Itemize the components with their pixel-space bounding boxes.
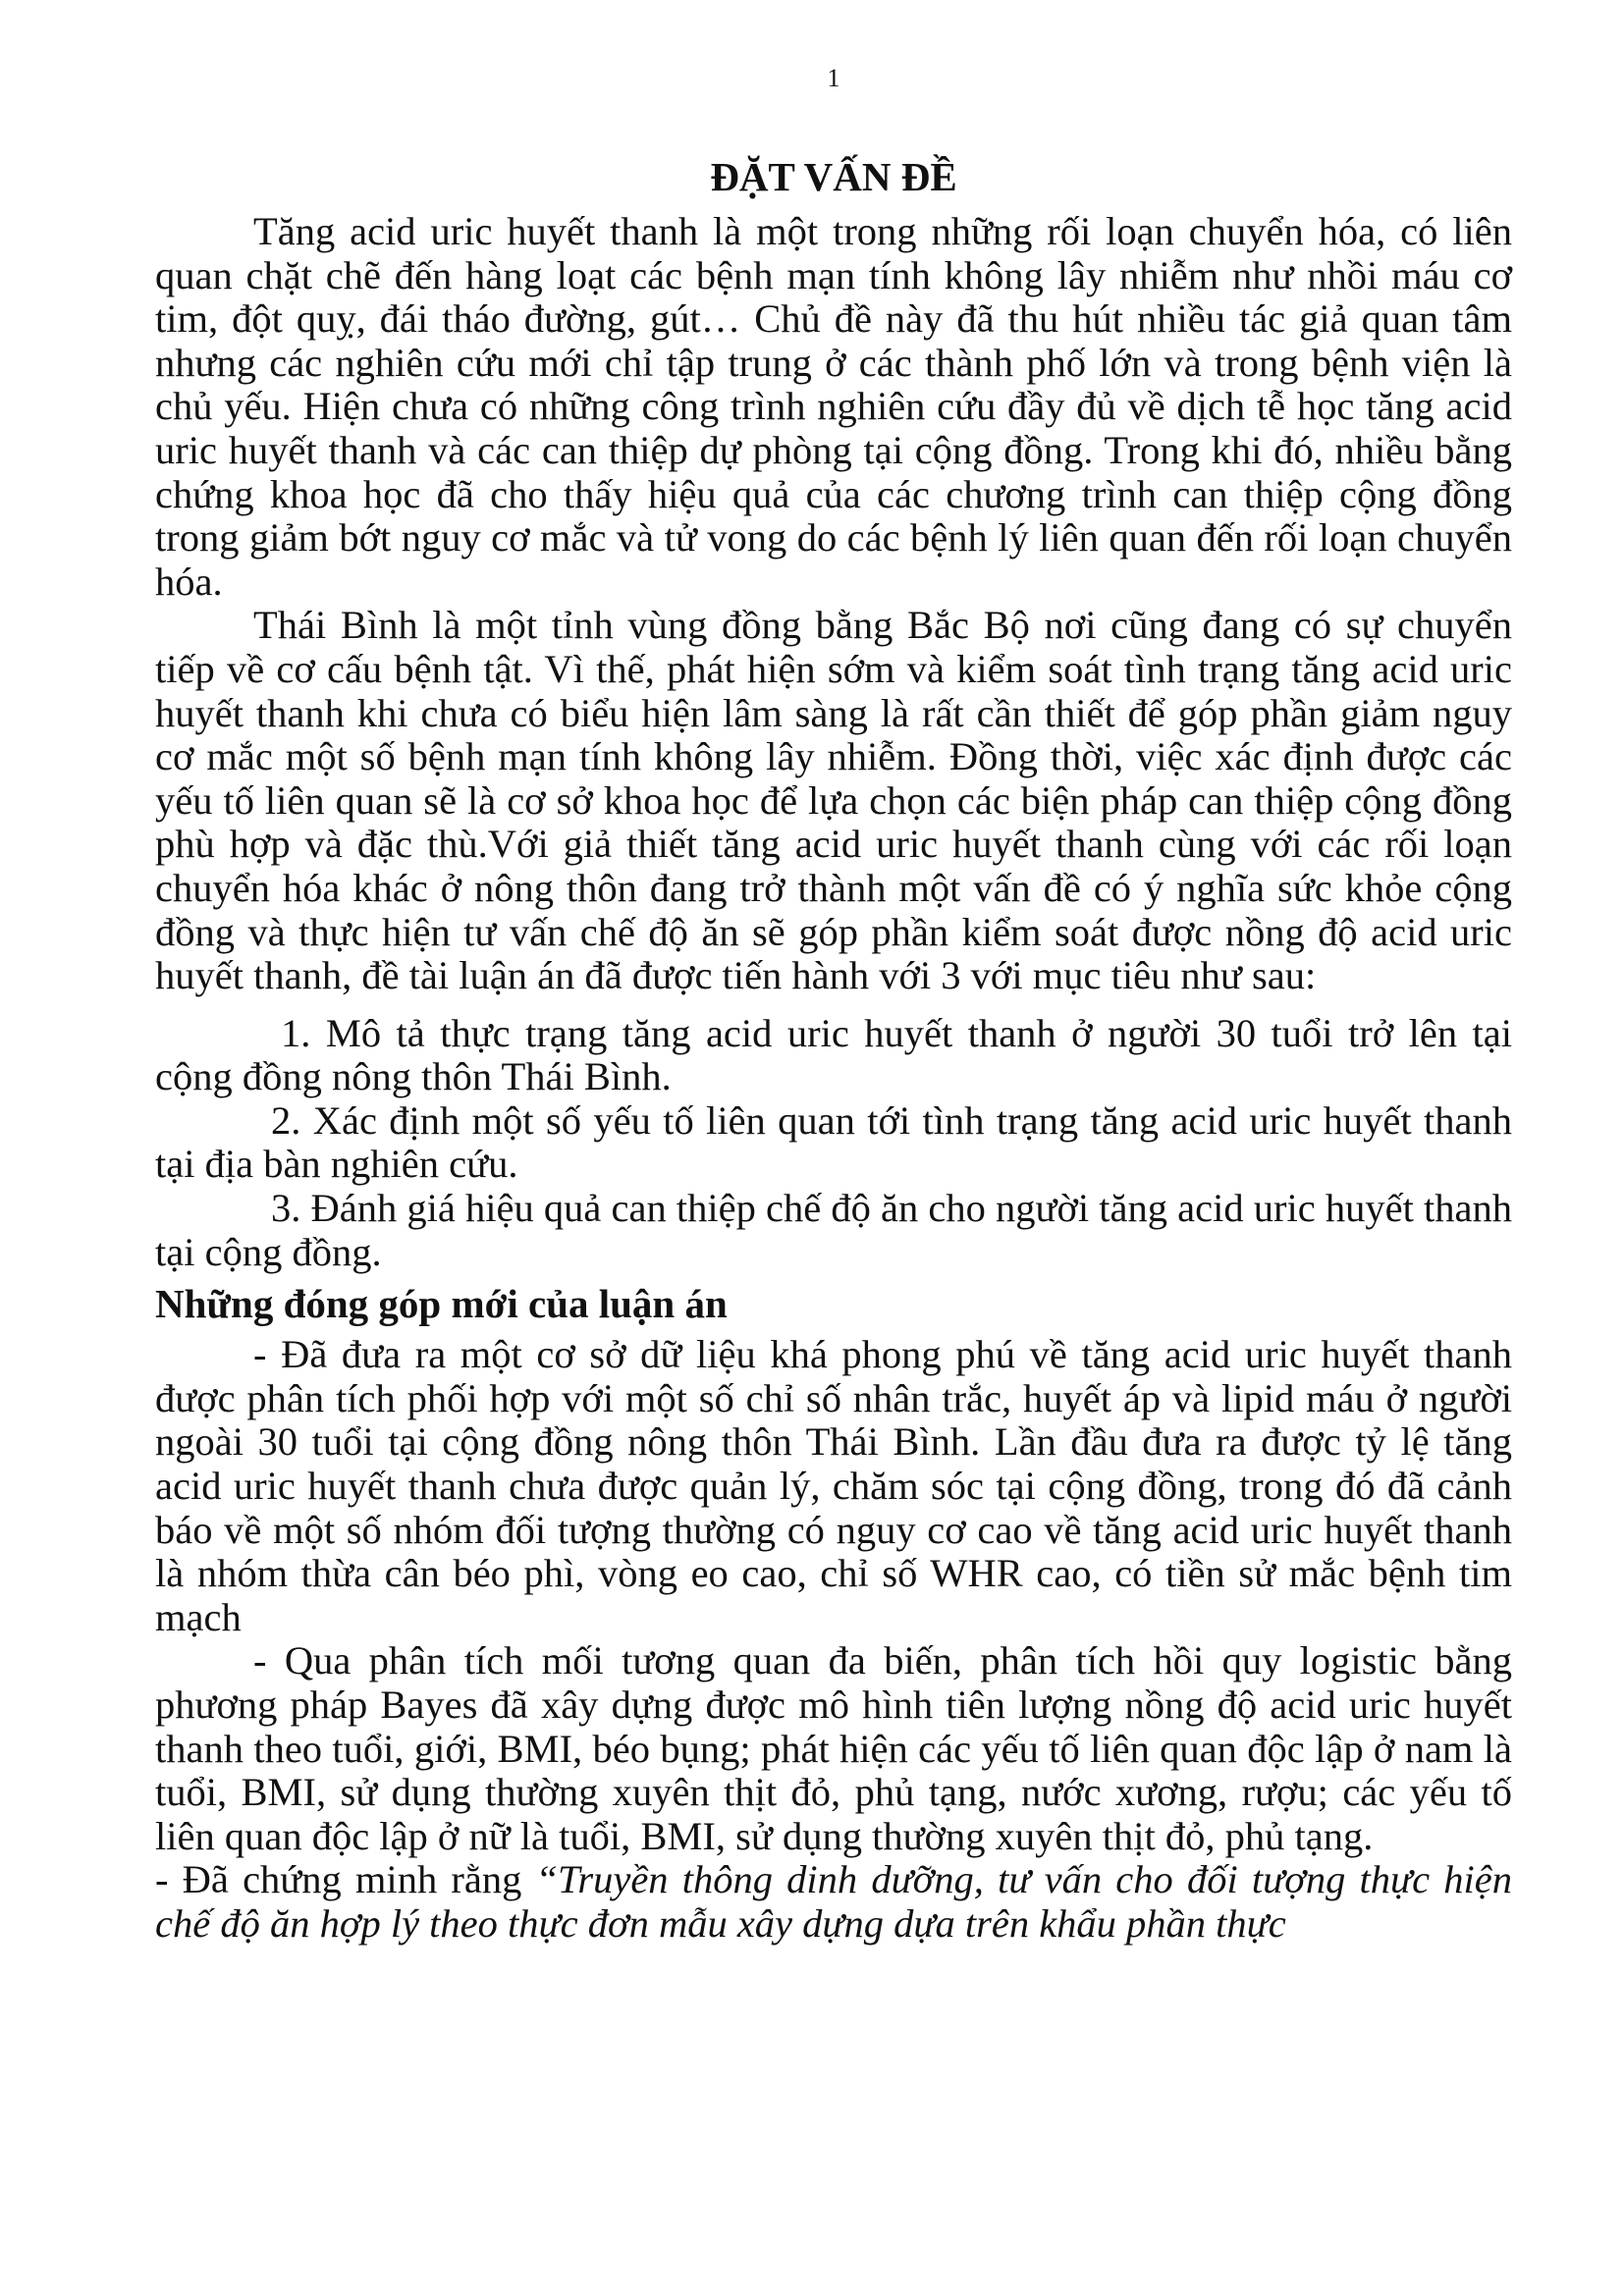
objective-item-3: 3. Đánh giá hiệu quả can thiệp chế độ ăn cho người tăng acid uric huyết thanh tại cộng đồng. (155, 1186, 1512, 1274)
contribution-paragraph-1: - Đã đưa ra một cơ sở dữ liệu khá phong phú về tăng acid uric huyết thanh được phân tích phối hợp với một số chỉ số nhân trắc, huyết áp và lipid máu ở người ngoài 30 tuổi tại cộng đồng nông thôn Thái Bình. Lần đầu đưa ra được tỷ lệ tăng acid uric huyết thanh chưa được quản lý, chăm sóc tại cộng đồng, trong đó đã cảnh báo về một số nhóm đối tượng thường có nguy cơ cao về tăng acid uric huyết thanh là nhóm thừa cân béo phì, vòng eo cao, chỉ số WHR cao, có tiền sử mắc bệnh tim mạch (155, 1332, 1512, 1639)
intro-paragraph-1: Tăng acid uric huyết thanh là một trong những rối loạn chuyển hóa, có liên quan chặt chẽ đến hàng loạt các bệnh mạn tính không lây nhiễm như nhồi máu cơ tim, đột quỵ, đái tháo đường, gút… Chủ đề này đã thu hút nhiều tác giả quan tâm nhưng các nghiên cứu mới chỉ tập trung ở các thành phố lớn và trong bệnh viện là chủ yếu. Hiện chưa có những công trình nghiên cứu đầy đủ về dịch tễ học tăng acid uric huyết thanh và các can thiệp dự phòng tại cộng đồng. Trong khi đó, nhiều bằng chứng khoa học đã cho thấy hiệu quả của các chương trình can thiệp cộng đồng trong giảm bớt nguy cơ mắc và tử vong do các bệnh lý liên quan đến rối loạn chuyển hóa. (155, 209, 1512, 604)
contribution-3-quote: “Truyền thông dinh dưỡng, tư vấn cho đối tượng thực hiện chế độ ăn hợp lý theo thực đơn mẫu xây dựng dựa trên khẩu phần thực (155, 1857, 1512, 1946)
objective-item-1: 1. Mô tả thực trạng tăng acid uric huyết thanh ở người 30 tuổi trở lên tại cộng đồng nông thôn Thái Bình. (155, 1010, 1512, 1099)
contributions-heading: Những đóng góp mới của luận án (155, 1281, 728, 1327)
contribution-paragraph-3 (155, 1858, 1512, 1946)
page-title: ĐẶT VẤN ĐỀ (710, 154, 957, 199)
contribution-paragraph-2: - Qua phân tích mối tương quan đa biến, phân tích hồi quy logistic bằng phương pháp Bayes đã xây dựng được mô hình tiên lượng nồng độ acid uric huyết thanh theo tuổi, giới, BMI, béo bụng; phát hiện các yếu tố liên quan độc lập ở nam là tuổi, BMI, sử dụng thường xuyên thịt đỏ, phủ tạng, nước xương, rượu; các yếu tố liên quan độc lập ở nữ là tuổi, BMI, sử dụng thường xuyên thịt đỏ, phủ tạng. (155, 1638, 1512, 1858)
document-page (155, 59, 1512, 1947)
page-number: 1 (827, 64, 840, 92)
objective-item-2: 2. Xác định một số yếu tố liên quan tới tình trạng tăng acid uric huyết thanh tại địa bàn nghiên cứu. (155, 1097, 1512, 1187)
contribution-3-lead: - Đã chứng minh rằng (155, 1857, 536, 1902)
intro-paragraph-2: Thái Bình là một tỉnh vùng đồng bằng Bắc Bộ nơi cũng đang có sự chuyển tiếp về cơ cấu bệnh tật. Vì thế, phát hiện sớm và kiểm soát tình trạng tăng acid uric huyết thanh khi chưa có biểu hiện lâm sàng là rất cần thiết để góp phần giảm nguy cơ mắc một số bệnh mạn tính không lây nhiễm. Đồng thời, việc xác định được các yếu tố liên quan sẽ là cơ sở khoa học để lựa chọn các biện pháp can thiệp cộng đồng phù hợp và đặc thù.Với giả thiết tăng acid uric huyết thanh cùng với các rối loạn chuyển hóa khác ở nông thôn đang trở thành một vấn đề có ý nghĩa sức khỏe cộng đồng và thực hiện tư vấn chế độ ăn sẽ góp phần kiểm soát được nồng độ acid uric huyết thanh, đề tài luận án đã được tiến hành với 3 với mục tiêu như sau: (155, 603, 1512, 998)
